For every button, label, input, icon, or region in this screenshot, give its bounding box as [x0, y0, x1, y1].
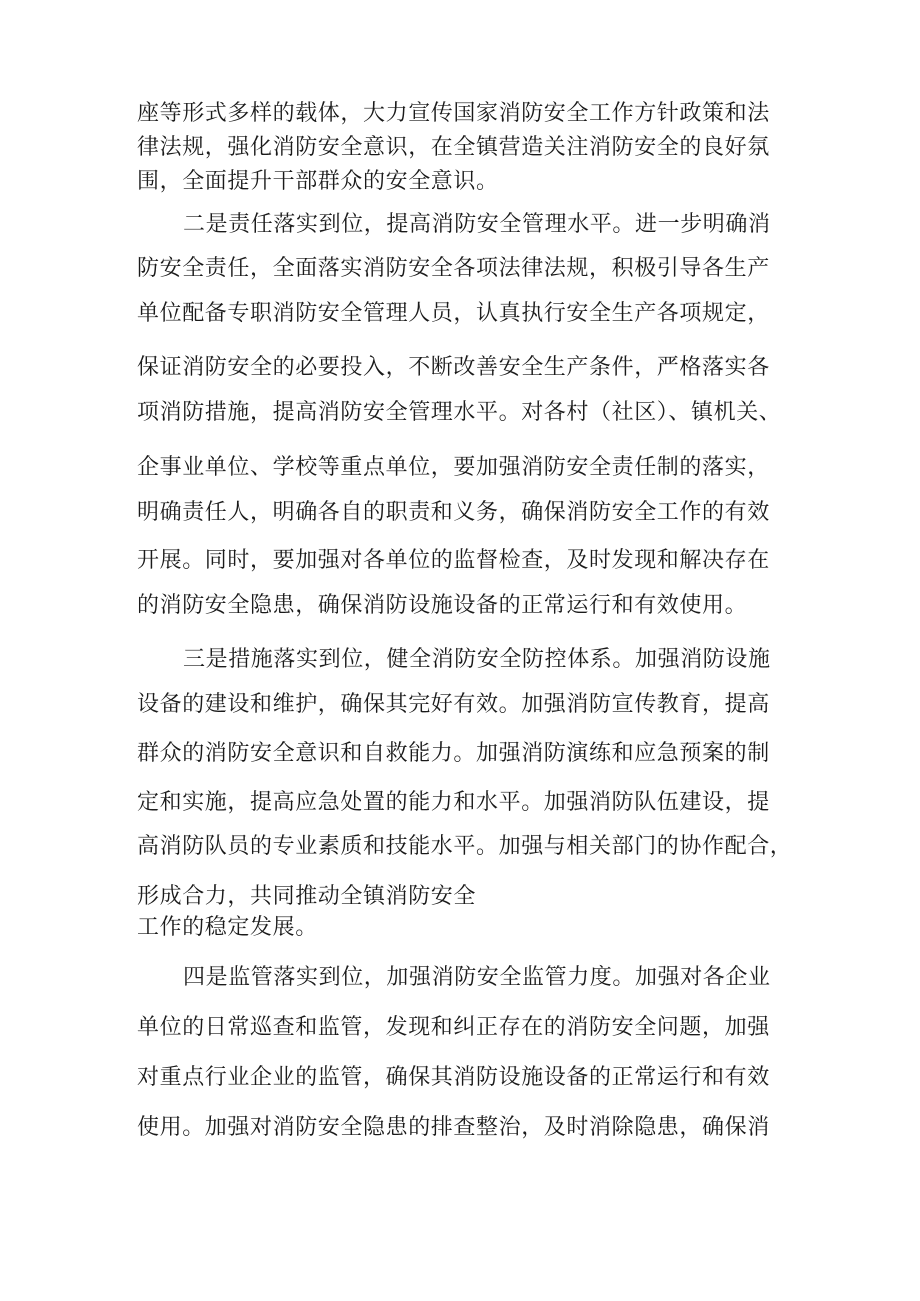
text-line: 工作的稳定发展。	[137, 915, 318, 940]
paragraph-start-line: 三是措施落实到位，健全消防安全防控体系。加强消防设施	[183, 647, 771, 672]
text-line: 保证消防安全的必要投入，不断改善安全生产条件，严格落实各	[137, 355, 770, 380]
text-line: 围，全面提升干部群众的安全意识。	[137, 169, 499, 194]
text-line: 明确责任人，明确各自的职责和义务，确保消防安全工作的有效	[137, 500, 770, 525]
text-line: 企事业单位、学校等重点单位，要加强消防安全责任制的落实，	[137, 455, 770, 480]
text-line: 单位的日常巡查和监管，发现和纠正存在的消防安全问题，加强	[137, 1015, 770, 1040]
text-line: 群众的消防安全意识和自救能力。加强消防演练和应急预案的制	[137, 741, 770, 766]
text-line: 对重点行业企业的监管，确保其消防设施设备的正常运行和有效	[137, 1065, 770, 1090]
text-line: 开展。同时，要加强对各单位的监督检查，及时发现和解决存在	[137, 548, 770, 573]
paragraph-start-line: 四是监管落实到位，加强消防安全监管力度。加强对各企业	[183, 965, 771, 990]
text-line: 使用。加强对消防安全隐患的排查整治，及时消除隐患，确保消	[137, 1115, 770, 1140]
text-line: 座等形式多样的载体，大力宣传国家消防安全工作方针政策和法	[137, 101, 770, 126]
text-line: 高消防队员的专业素质和技能水平。加强与相关部门的协作配合，	[137, 834, 793, 859]
paragraph-start-line: 二是责任落实到位，提高消防安全管理水平。进一步明确消	[183, 212, 771, 237]
text-line: 形成合力，共同推动全镇消防安全	[137, 884, 477, 909]
text-line: 设备的建设和维护，确保其完好有效。加强消防宣传教育，提高	[137, 692, 770, 717]
text-line: 律法规，强化消防安全意识，在全镇营造关注消防安全的良好氛	[137, 135, 770, 160]
text-line: 项消防措施，提高消防安全管理水平。对各村（社区）、镇机关、	[137, 400, 782, 425]
text-line: 单位配备专职消防安全管理人员，认真执行安全生产各项规定，	[137, 301, 770, 326]
text-line: 定和实施，提高应急处置的能力和水平。加强消防队伍建设，提	[137, 790, 770, 815]
text-line: 的消防安全隐患，确保消防设施设备的正常运行和有效使用。	[137, 593, 748, 618]
text-line: 防安全责任，全面落实消防安全各项法律法规，积极引导各生产	[137, 256, 770, 281]
